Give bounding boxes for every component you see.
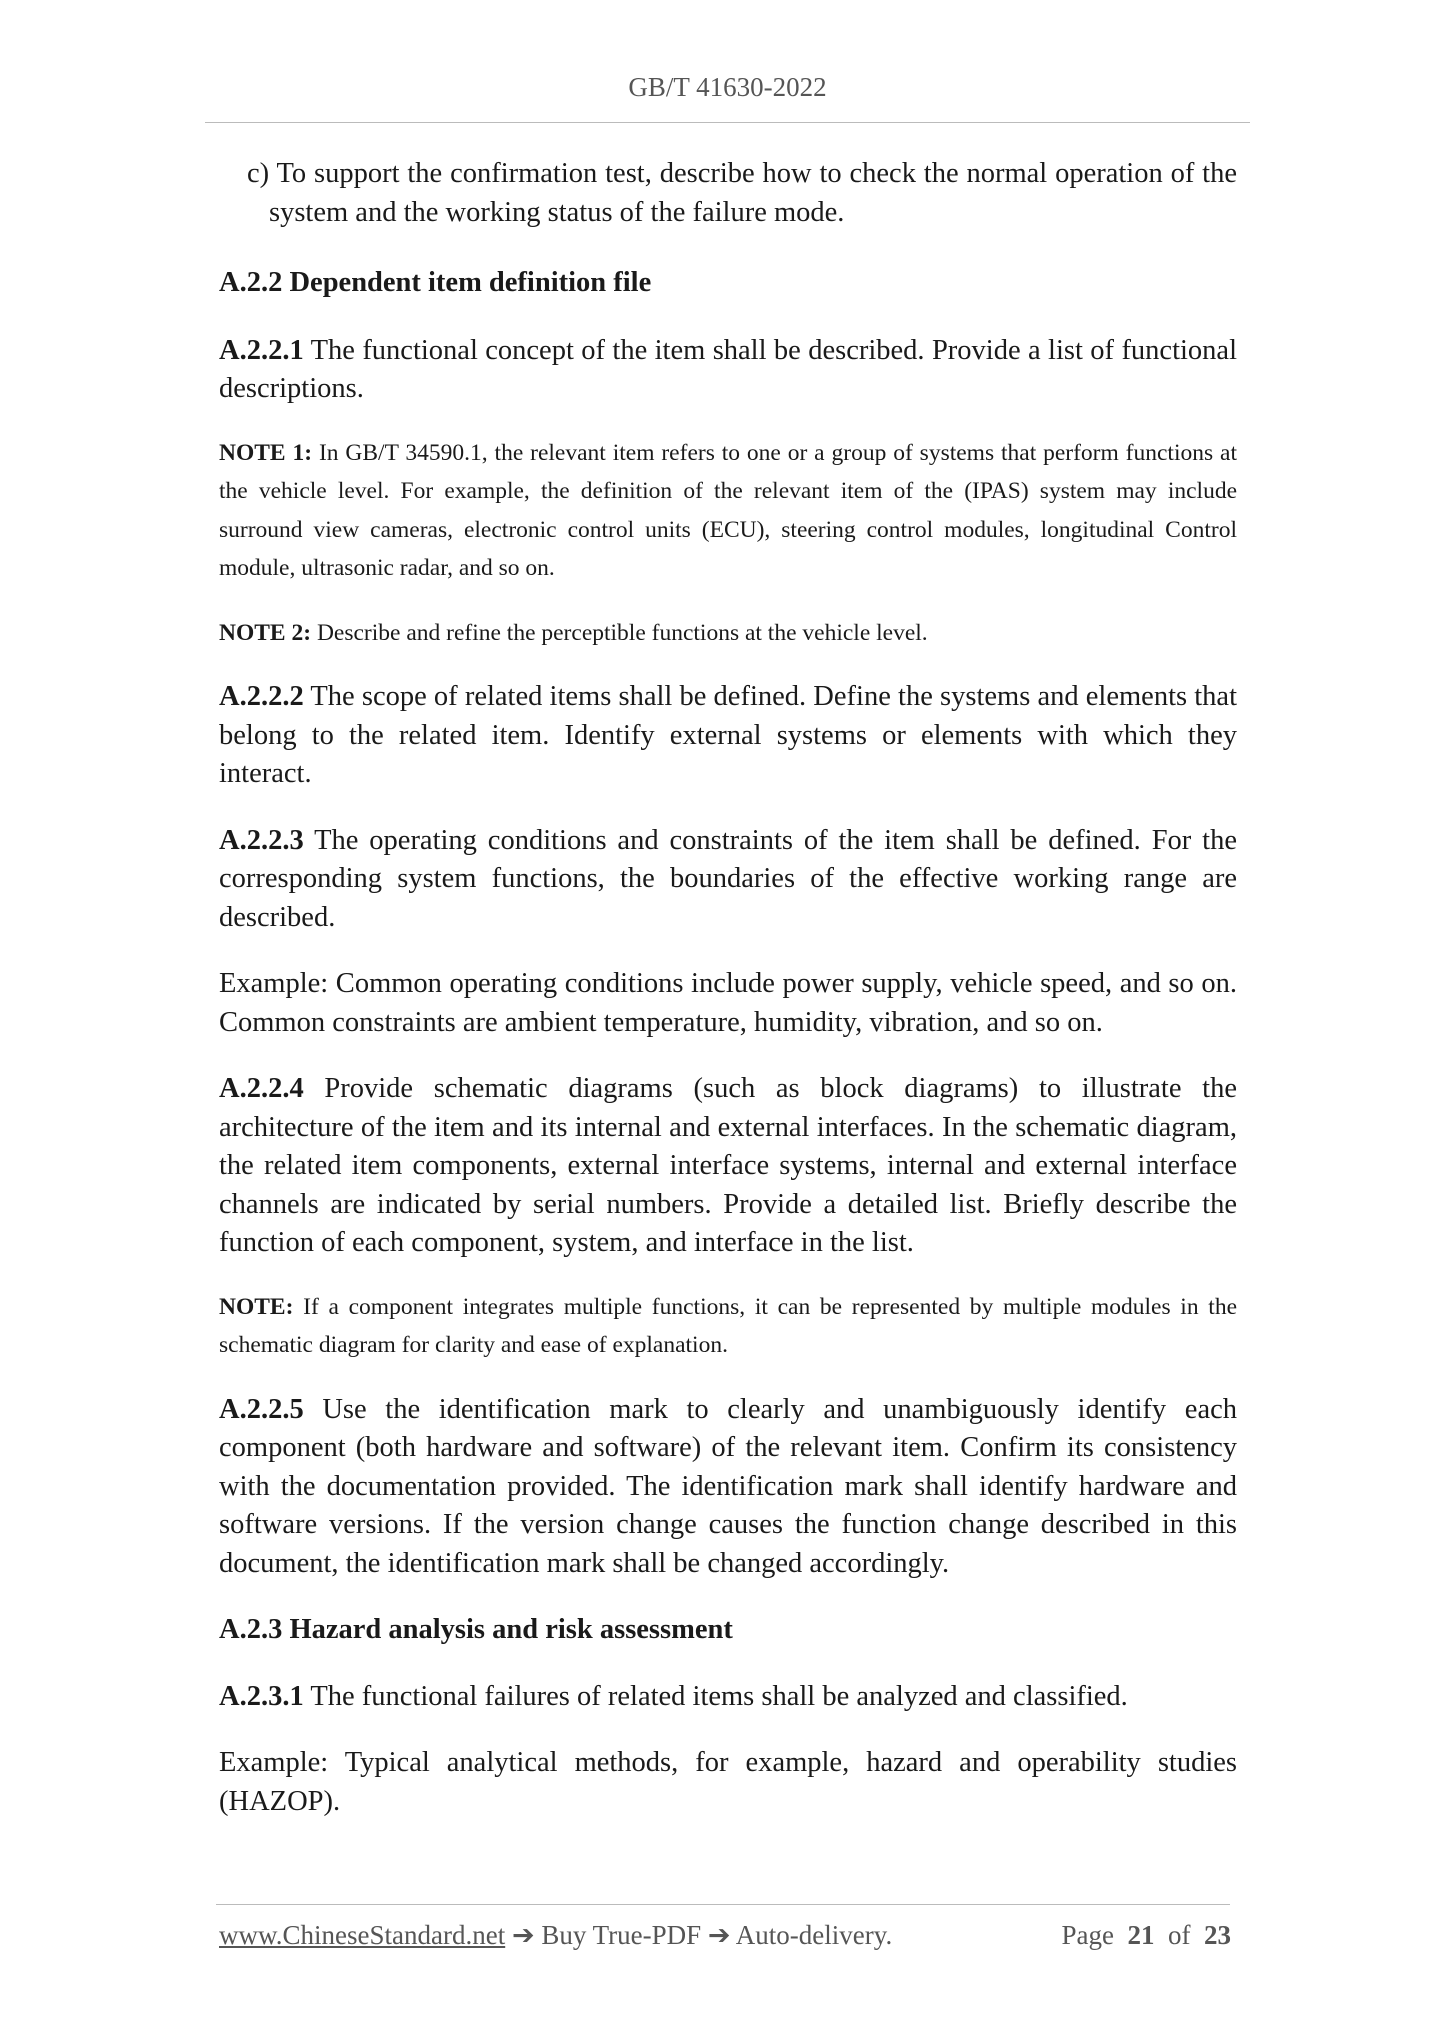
clause-a2223 — [219, 822, 1237, 938]
note-label: NOTE: — [219, 1293, 294, 1320]
note-label: NOTE 1: — [219, 439, 313, 466]
header-divider — [205, 122, 1250, 123]
section-heading-a23: A.2.3 Hazard analysis and risk assessment — [219, 1614, 733, 1645]
clause-a2222 — [219, 678, 1237, 794]
note-text: If a component integrates multiple functions, it can be represented by multiple modules in the schematic diagram for clarity and ease of explanation. — [219, 1293, 1237, 1358]
note-3 — [219, 1288, 1237, 1365]
clause-text: The functional concept of the item shall be described. Provide a list of functional descriptions. — [219, 334, 1237, 404]
clause-a2225 — [219, 1391, 1237, 1584]
section-heading-a22: A.2.2 Dependent item definition file — [219, 267, 652, 298]
page-header — [205, 72, 1250, 103]
clause-a2221 — [219, 332, 1237, 409]
clause-a2231 — [219, 1678, 1237, 1717]
clause-a2224 — [219, 1070, 1237, 1263]
clause-number: A.2.2.3 — [219, 824, 304, 856]
note-2 — [219, 614, 1237, 653]
page-indicator — [1062, 1920, 1231, 1951]
website-link[interactable]: www.ChineseStandard.net — [219, 1920, 506, 1950]
clause-text: Provide schematic diagrams (such as block diagrams) to illustrate the architecture of the item and its internal and external interfaces. In the schematic diagram, the related item components, external interface systems, internal and external interface channels are indicated by serial numbers. Provide a detailed list. Briefly describe the function of each component, system, and interface in the list. — [219, 1073, 1237, 1258]
note-label: NOTE 2: — [219, 619, 312, 646]
footer-promo — [219, 1920, 892, 1951]
clause-number: A.2.2.5 — [219, 1393, 304, 1425]
note-1 — [219, 434, 1237, 588]
buy-text: Buy True-PDF — [541, 1920, 702, 1950]
example-1: Example: Common operating conditions include power supply, vehicle speed, and so on. Common constraints are ambient temperature, humidity, vibration, and so on. — [219, 968, 1237, 1038]
document-body — [219, 155, 1237, 1821]
delivery-text: Auto-delivery. — [735, 1920, 893, 1950]
clause-text: Use the identification mark to clearly and unambiguously identify each component (both hardware and software) of the relevant item. Confirm its consistency with the documentation provided. The identification mark shall identify hardware and software versions. If the version change causes the function change described in this document, the identification mark shall be changed accordingly. — [219, 1393, 1237, 1579]
clause-number: A.2.2.2 — [219, 681, 304, 712]
arrow-right-icon: ➔ — [505, 1920, 542, 1950]
clause-number: A.2.2.1 — [219, 334, 304, 366]
footer-divider — [216, 1904, 1230, 1905]
clause-text: The operating conditions and constraints of the item shall be defined. For the corresponding system functions, the boundaries of the effective working range are described. — [219, 824, 1237, 933]
page-total: 23 — [1204, 1920, 1231, 1950]
note-text: In GB/T 34590.1, the relevant item refers to one or a group of systems that perform functions at the vehicle level. For example, the definition of the relevant item of the (IPAS) system may include surround view cameras, electronic control units (ECU), steering control modules, longitudinal Control module, ultrasonic radar, and so on. — [219, 439, 1237, 581]
clause-number: A.2.2.4 — [219, 1073, 304, 1104]
note-text: Describe and refine the perceptible functions at the vehicle level. — [311, 619, 928, 646]
of-label: of — [1168, 1920, 1191, 1950]
page-label: Page — [1061, 1920, 1114, 1950]
clause-number: A.2.3.1 — [219, 1680, 304, 1712]
standard-code: GB/T 41630-2022 — [628, 72, 827, 102]
example-2: Example: Typical analytical methods, for example, hazard and operability studies (HAZOP). — [219, 1747, 1237, 1817]
clause-text: The functional failures of related items shall be analyzed and classified. — [303, 1680, 1128, 1712]
clause-text: The scope of related items shall be defined. Define the systems and elements that belong to the related item. Identify external systems or elements with which they interact. — [219, 681, 1237, 789]
arrow-right-icon: ➔ — [701, 1920, 736, 1950]
list-item-c: c) To support the confirmation test, describe how to check the normal operation of the system and the working status of the failure mode. — [247, 158, 1237, 228]
page-number: 21 — [1127, 1920, 1155, 1950]
